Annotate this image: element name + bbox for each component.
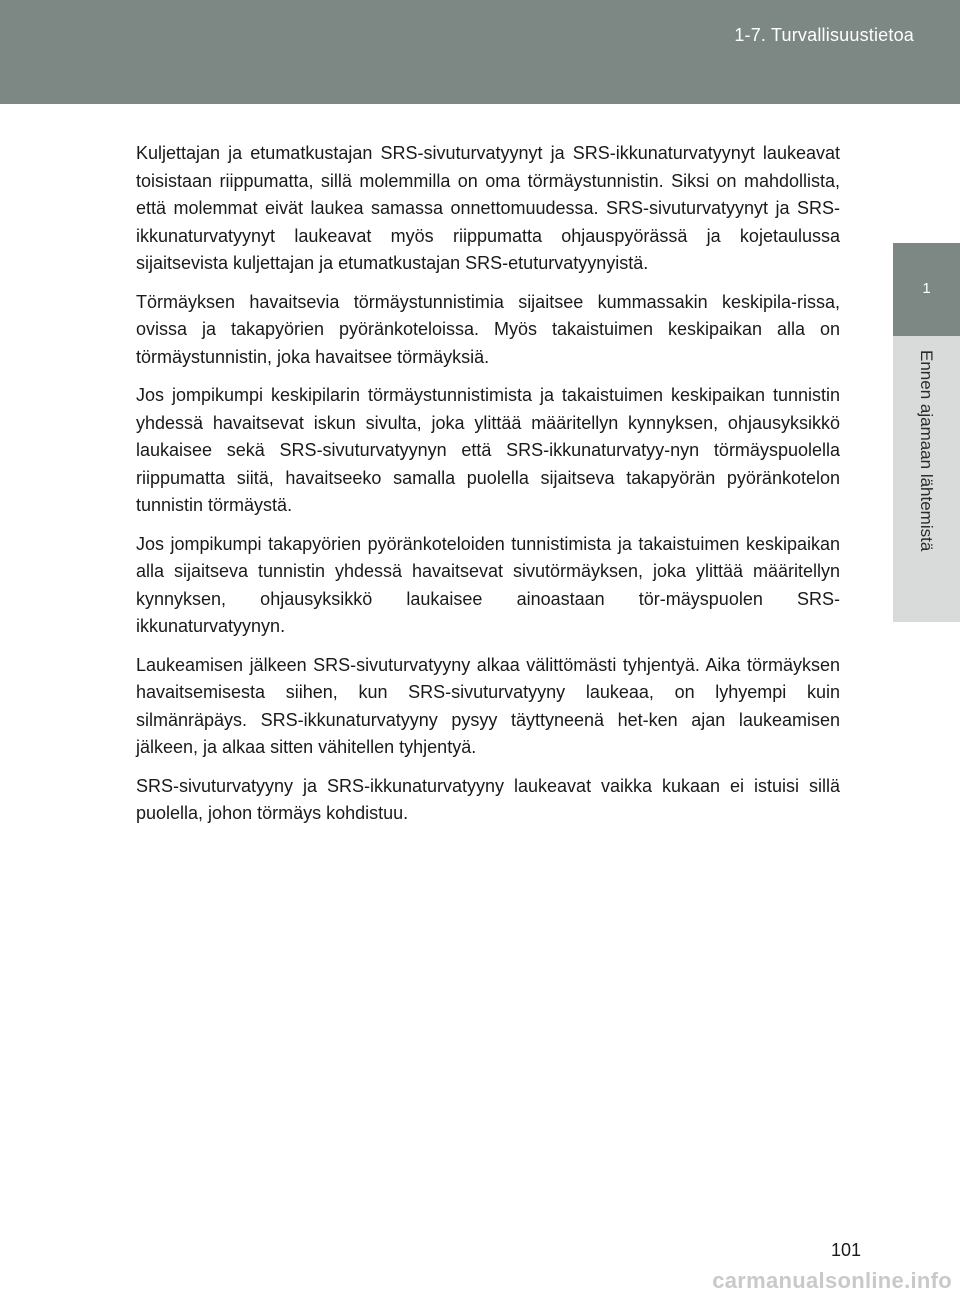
watermark: carmanualsonline.info: [712, 1268, 952, 1293]
chapter-number: 1: [922, 280, 931, 297]
page-number: 101: [830, 1240, 861, 1260]
body-text: [136, 140, 840, 839]
header-bar: [0, 0, 960, 104]
paragraph: Jos jompikumpi keskipilarin törmäystunnistimista ja takaistuimen keskipaikan tunnistin yhdessä havaitsevat iskun sivulta, joka ylittää määritellyn kynnyksen, ohjausyksikkö laukaisee sekä SRS-sivuturvatyynyn että SRS-ikkunaturvatyy-nyn törmäyspuolella riippumatta siitä, havaitseeko samalla puolella sijaitseva takapyörän pyöränkotelon tunnistin törmäystä.: [136, 385, 840, 515]
paragraph: Jos jompikumpi takapyörien pyöränkoteloiden tunnistimista ja takaistuimen keskipaikan alla sijaitseva tunnistin yhdessä havaitsevat sivutörmäyksen, joka ylittää määritellyn kynnyksen, ohjausyksikkö laukaisee ainoastaan tör-mäyspuolen SRS-ikkunaturvatyynyn.: [136, 533, 840, 636]
section-title: 1-7. Turvallisuustietoa: [734, 25, 914, 45]
paragraph: SRS-sivuturvatyyny ja SRS-ikkunaturvatyyny laukeavat vaikka kukaan ei istuisi sillä puolella, johon törmäys kohdistuu.: [136, 775, 840, 823]
paragraph: Laukeamisen jälkeen SRS-sivuturvatyyny alkaa välittömästi tyhjentyä. Aika törmäyksen havaitsemisesta siihen, kun SRS-sivuturvatyyny laukeaa, on lyhyempi kuin silmänräpäys. SRS-ikkunaturvatyyny pysyy täyttyneenä het-ken ajan laukeamisen jälkeen, ja alkaa sitten vähitellen tyhjentyä.: [136, 654, 840, 757]
paragraph: Törmäyksen havaitsevia törmäystunnistimia sijaitsee kummassakin keskipila-rissa, ovissa ja takapyörien pyöränkoteloissa. Myös takaistuimen keskipaikan alla on törmäystunnistin, joka havaitsee törmäyksiä.: [136, 291, 840, 367]
chapter-tab: [893, 243, 960, 336]
chapter-label: Ennen ajamaan lähtemistä: [917, 350, 936, 552]
chapter-side-strip: [893, 336, 960, 622]
paragraph: Kuljettajan ja etumatkustajan SRS-sivuturvatyynyt ja SRS-ikkunaturvatyynyt laukeavat toisistaan riippumatta, sillä molemmilla on oma törmäystunnistin. Siksi on mahdollista, että molemmat eivät laukea samassa onnettomuudessa. SRS-sivuturvatyynyt ja SRS-ikkunaturvatyynyt laukeavat myös riippumatta ohjauspyörässä ja kojetaulussa sijaitsevista kuljettajan ja etumatkustajan SRS-etuturvatyynyistä.: [136, 143, 840, 273]
